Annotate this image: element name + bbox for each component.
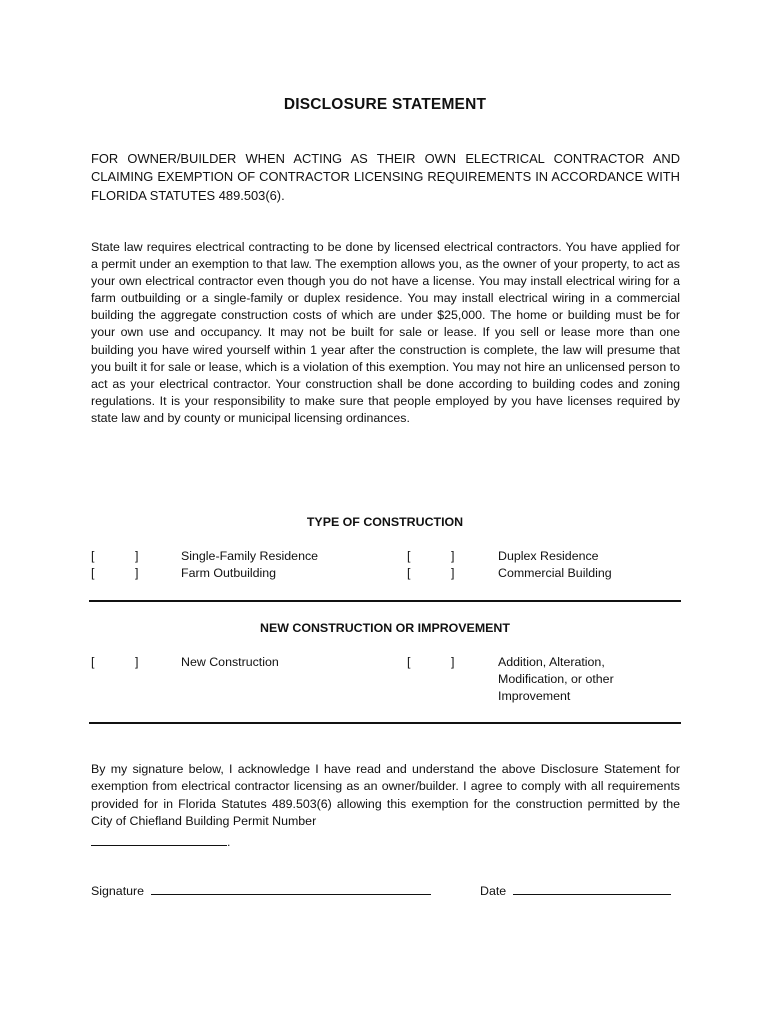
signature-label: Signature bbox=[91, 884, 145, 898]
permit-number-field[interactable] bbox=[91, 832, 227, 846]
checkbox-commercial-open[interactable]: [ bbox=[407, 566, 411, 580]
document-title: DISCLOSURE STATEMENT bbox=[283, 96, 487, 113]
date-row bbox=[480, 881, 671, 898]
option-improvement-line-2: Modification, or other bbox=[498, 672, 614, 687]
signature-field[interactable] bbox=[151, 881, 431, 895]
option-commercial-building: Commercial Building bbox=[498, 566, 612, 580]
signature-row bbox=[91, 881, 431, 898]
option-addition-alteration bbox=[498, 654, 614, 705]
checkbox-improvement-open[interactable]: [ bbox=[407, 655, 411, 669]
option-single-family-residence: Single-Family Residence bbox=[181, 549, 319, 563]
section-divider bbox=[89, 722, 681, 724]
new-construction-heading: NEW CONSTRUCTION OR IMPROVEMENT bbox=[260, 621, 510, 635]
checkbox-farm-open[interactable]: [ bbox=[91, 566, 95, 580]
option-duplex-residence: Duplex Residence bbox=[498, 549, 599, 563]
acknowledgement-paragraph: By my signature below, I acknowledge I have read and understand the above Disclosure Statement for exemption from electrical contractor licensing as an owner/builder. I agree to comply with all requirements provided for in Florida Statutes 489.503(6) allowing this exemption for the construction permitted by the City of Chiefland Building Permit Number bbox=[91, 762, 680, 828]
permit-number-period: . bbox=[227, 835, 231, 849]
permit-number-line bbox=[91, 832, 230, 849]
body-paragraph: State law requires electrical contracting to be done by licensed electrical contractors. You have applied for a permit under an exemption to that law. The exemption allows you, as the owner of your property, to act as your own electrical contractor even though you do not have a license. You may install electrical wiring for a farm outbuilding or a single-family or duplex residence. You may install electrical wiring in a commercial building the aggregate construction costs of which are under $25,000. The home or building must be for your own use and occupancy. It may not be built for sale or lease. If you sell or lease more than one building you have wired yourself within 1 year after the construction is complete, the law will presume that you built it for sale or lease, which is a violation of this exemption. You may not hire an unlicensed person to act as your electrical contractor. Your construction shall be done according to building codes and zoning regulations. It is your responsibility to make sure that people employed by you have licenses required by state law and by county or municipal licensing ordinances. bbox=[91, 240, 680, 425]
option-improvement-line-3: Improvement bbox=[498, 689, 571, 704]
date-label: Date bbox=[480, 884, 507, 898]
checkbox-improvement-close[interactable]: ] bbox=[451, 655, 455, 669]
type-of-construction-heading: TYPE OF CONSTRUCTION bbox=[306, 515, 464, 529]
option-farm-outbuilding: Farm Outbuilding bbox=[181, 566, 277, 580]
checkbox-duplex-close[interactable]: ] bbox=[451, 549, 455, 563]
section-divider bbox=[89, 600, 681, 602]
intro-statement: FOR OWNER/BUILDER WHEN ACTING AS THEIR OWN ELECTRICAL CONTRACTOR AND CLAIMING EXEMPTION OF CONTRACTOR LICENSING REQUIREMENTS IN ACCORDANCE WITH FLORIDA STATUTES 489.503(6). bbox=[91, 151, 680, 203]
checkbox-single-family-open[interactable]: [ bbox=[91, 549, 95, 563]
checkbox-single-family-close[interactable]: ] bbox=[135, 549, 139, 563]
date-field[interactable] bbox=[513, 881, 671, 895]
checkbox-new-construction-open[interactable]: [ bbox=[91, 655, 95, 669]
checkbox-commercial-close[interactable]: ] bbox=[451, 566, 455, 580]
checkbox-new-construction-close[interactable]: ] bbox=[135, 655, 139, 669]
checkbox-farm-close[interactable]: ] bbox=[135, 566, 139, 580]
option-improvement-line-1: Addition, Alteration, bbox=[498, 655, 605, 669]
checkbox-duplex-open[interactable]: [ bbox=[407, 549, 411, 563]
option-new-construction: New Construction bbox=[181, 655, 279, 669]
